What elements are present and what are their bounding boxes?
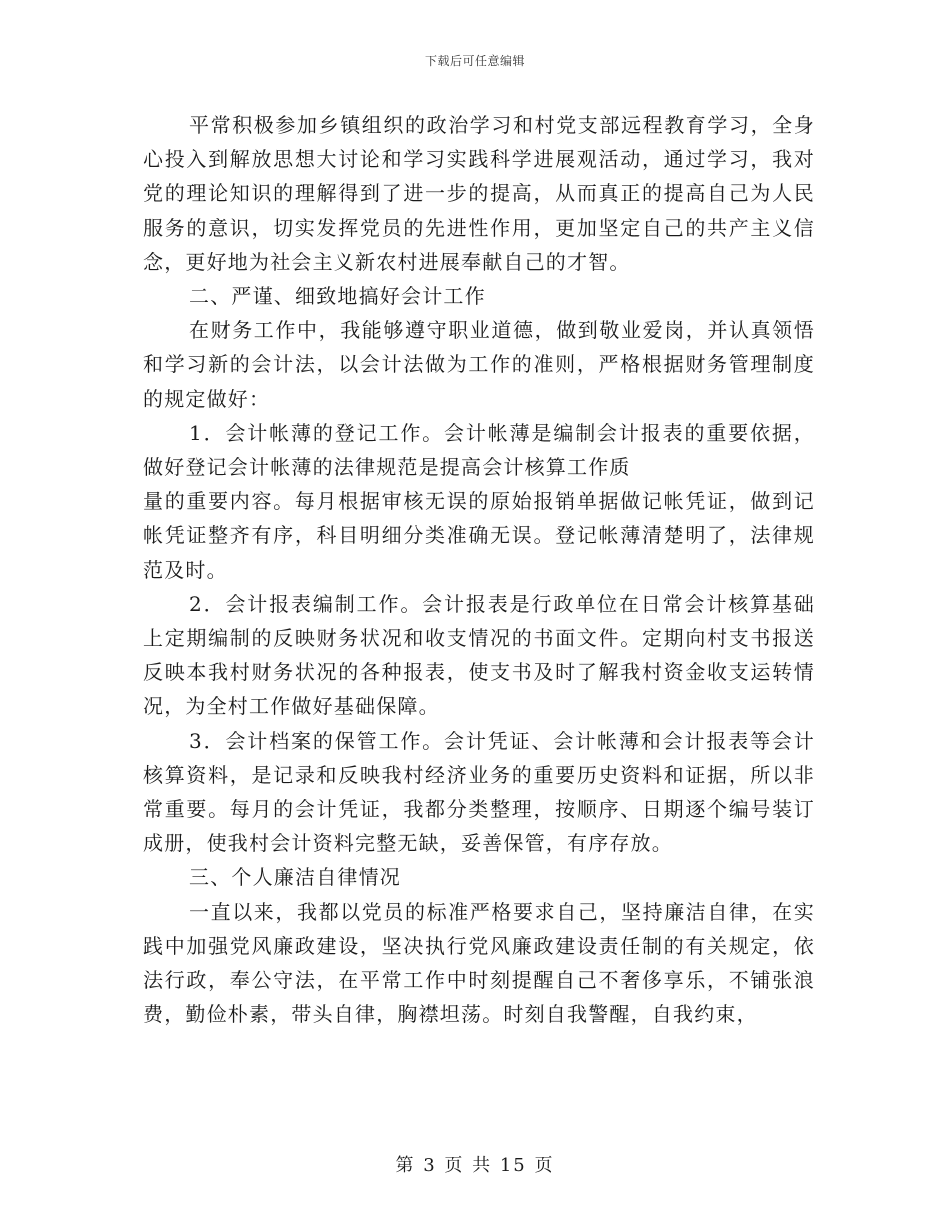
section-heading-accounting: 二、严谨、细致地搞好会计工作 <box>189 284 486 309</box>
page-number-footer: 第 3 页 共 15 页 <box>395 1155 555 1176</box>
paragraph-finance-work: 在财务工作中，我能够遵守职业道德，做到敬业爱岗，并认真领悟和学习新的会计法，以会计法做为工作的准则，严格根据财务管理制度的规定做好： <box>143 318 815 411</box>
section-heading-integrity: 三、个人廉洁自律情况 <box>189 865 401 890</box>
paragraph-report-compilation: 2．会计报表编制工作。会计报表是行政单位在日常会计核算基础上定期编制的反映财务状况和收支情况的书面文件。定期向村支书报送反映本我村财务状况的各种报表，使支书及时了解我村资金收支运转情况，为全村工作做好基础保障。 <box>143 591 815 719</box>
paragraph-ledger-registration: 1．会计帐薄的登记工作。会计帐薄是编制会计报表的重要依据，做好登记会计帐薄的法律规范是提高会计核算工作质 <box>143 420 815 480</box>
page-header: 下载后可任意编辑 <box>424 54 525 68</box>
paragraph-ledger-continued: 量的重要内容。每月根据审核无误的原始报销单据做记帐凭证，做到记帐凭证整齐有序，科目明细分类准确无误。登记帐薄清楚明了，法律规范及时。 <box>143 489 815 582</box>
paragraph-archive-custody: 3．会计档案的保管工作。会计凭证、会计帐薄和会计报表等会计核算资料，是记录和反映我村经济业务的重要历史资料和证据，所以非常重要。每月的会计凭证，我都分类整理，按顺序、日期逐个编号装订成册，使我村会计资料完整无缺，妥善保管，有序存放。 <box>143 728 815 856</box>
document-body <box>143 108 815 1031</box>
paragraph-self-discipline: 一直以来，我都以党员的标准严格要求自己，坚持廉洁自律，在实践中加强党风廉政建设，坚决执行党风廉政建设责任制的有关规定，依法行政，奉公守法，在平常工作中时刻提醒自己不奢侈享乐，不铺张浪费，勤俭朴素，带头自律，胸襟坦荡。时刻自我警醒，自我约束， <box>143 899 815 1027</box>
paragraph-party-study: 平常积极参加乡镇组织的政治学习和村党支部远程教育学习，全身心投入到解放思想大讨论和学习实践科学进展观活动，通过学习，我对党的理论知识的理解得到了进一步的提高，从而真正的提高自己为人民服务的意识，切实发挥党员的先进性作用，更加坚定自己的共产主义信念，更好地为社会主义新农村进展奉献自己的才智。 <box>143 113 815 274</box>
